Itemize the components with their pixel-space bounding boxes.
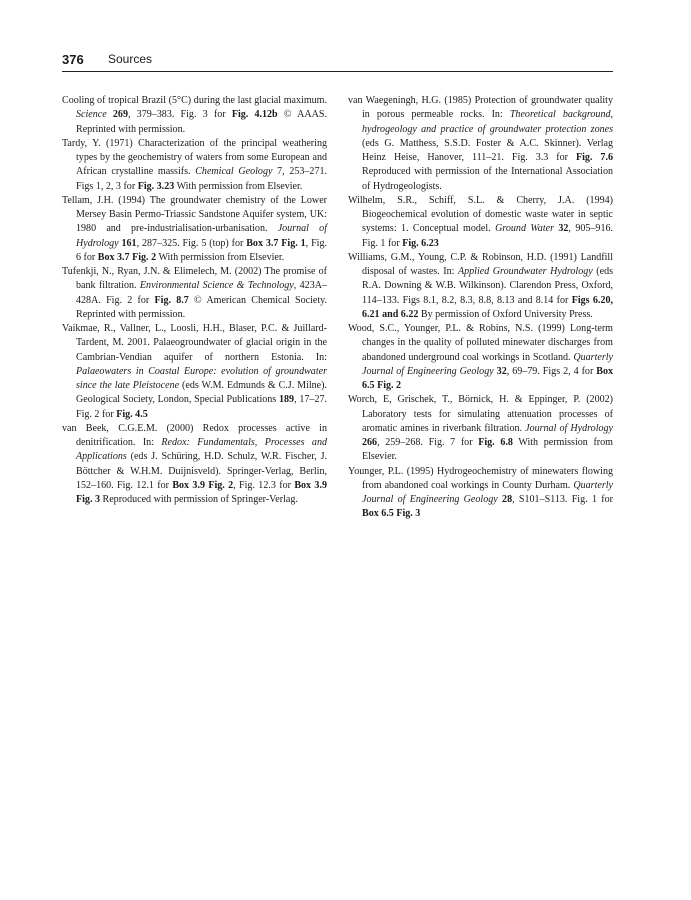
- reference-bold: Fig. 6.8: [478, 437, 513, 448]
- reference-entry: [348, 194, 613, 251]
- reference-entry: [62, 137, 327, 194]
- reference-text: (eds W.M. Edmunds & C.J. Milne). Geological Society, London, Special Publications: [76, 380, 327, 406]
- reference-entry: [62, 194, 327, 265]
- reference-text: Younger, P.L. (1995) Hydrogeochemistry of minewaters flowing from abandoned coal workings in County Durham.: [348, 465, 613, 491]
- reference-text: , 17–27. Fig. 2 for: [76, 394, 327, 420]
- reference-bold: 161: [121, 237, 137, 249]
- section-title: Sources: [108, 52, 153, 66]
- reference-text: With permission from Elsevier.: [174, 180, 303, 192]
- reference-title: Journal of Hydrology: [525, 422, 613, 434]
- reference-text: Reproduced with permission of the International Association of Hydrogeologists.: [362, 166, 613, 192]
- reference-entry: [62, 322, 327, 422]
- reference-bold: Box 6.5 Fig. 3: [362, 508, 421, 520]
- reference-text: Vaikmae, R., Vallner, L., Loosli, H.H., Blaser, P.C. & Juillard-Tardent, M. 2001. Palaeogroundwater of glacial origin in the Cambrian-Vendian aquifer of northern Estonia. In:: [62, 323, 327, 363]
- reference-bold: Figs 6.20, 6.21 and 6.22: [362, 294, 613, 320]
- reference-bold: Fig. 4.12b: [231, 109, 278, 121]
- reference-bold: Box 3.9 Fig. 3: [76, 479, 327, 505]
- reference-text: Cooling of tropical Brazil (5°C) during the last glacial maximum.: [62, 95, 327, 106]
- reference-text: Reproduced with permission of Springer-Verlag.: [100, 494, 298, 505]
- reference-text: van Waegeningh, H.G. (1985) Protection of groundwater quality in porous permeable rocks. In:: [348, 95, 613, 121]
- reference-text: , S101–S113. Fig. 1 for: [512, 494, 613, 505]
- reference-title: Ground Water: [495, 223, 554, 235]
- reference-text: 7, 253–271. Figs 1, 2, 3 for: [76, 166, 327, 192]
- reference-text: Worch, E, Grischek, T., Börnick, H. & Eppinger, P. (2002) Laboratory tests for simulating attenuation processes of aromatic amines in riverbank filtration.: [348, 394, 613, 434]
- reference-entry: [62, 422, 327, 508]
- reference-text: Wilhelm, S.R., Schiff, S.L. & Cherry, J.A. (1994) Biogeochemical evolution of domestic waste water in septic systems: 1. Conceptual model.: [348, 194, 613, 235]
- reference-text: Williams, G.M., Young, C.P. & Robinson, H.D. (1991) Landfill disposal of wastes. In:: [348, 251, 613, 277]
- reference-text: , 69–79. Figs 2, 4 for: [506, 365, 597, 377]
- reference-text: , Fig. 6 for: [76, 237, 327, 263]
- reference-title: Redox: Fundamentals, Processes and Applications: [76, 437, 327, 463]
- reference-text: , 423A–428A. Fig. 2 for: [76, 280, 327, 306]
- header-rule: [62, 71, 613, 72]
- reference-entry: [348, 465, 613, 522]
- reference-bold: Fig. 4.5: [116, 408, 148, 420]
- reference-bold: Fig. 8.7: [154, 294, 189, 306]
- reference-entry: [348, 322, 613, 393]
- reference-entry: [348, 393, 613, 464]
- reference-bold: Box 6.5 Fig. 2: [362, 365, 614, 391]
- reference-text: , Fig. 12.3 for: [233, 479, 295, 491]
- reference-title: Quarterly Journal of Engineering Geology: [362, 351, 613, 377]
- reference-bold: Box 3.9 Fig. 2: [172, 479, 234, 491]
- reference-text: van Beek, C.G.E.M. (2000) Redox processes active in denitrification. In:: [62, 422, 327, 448]
- reference-text: With permission from Elsevier.: [362, 437, 613, 463]
- reference-bold: Fig. 7.6: [575, 152, 613, 163]
- reference-text: , 379–383. Fig. 3 for: [127, 109, 232, 121]
- reference-title: Quarterly Journal of Engineering Geology: [362, 479, 613, 505]
- reference-entry: [62, 265, 327, 322]
- reference-title: Science: [76, 109, 107, 121]
- reference-text: , 287–325. Fig. 5 (top) for: [136, 237, 247, 249]
- reference-text: Tufenkji, N., Ryan, J.N. & Elimelech, M. (2002) The promise of bank filtration.: [62, 266, 327, 292]
- reference-title: Chemical Geology: [195, 166, 273, 178]
- running-head: [62, 52, 613, 72]
- reference-bold: 266: [362, 437, 378, 448]
- reference-text: (eds G. Matthess, S.S.D. Foster & A.C. Skinner). Verlag Heinz Heise, Hanover, 111–21. Fig. 3.3 for: [362, 137, 613, 163]
- reference-bold: 28: [502, 494, 513, 505]
- reference-title: Applied Groundwater Hydrology: [457, 266, 593, 277]
- reference-text: By permission of Oxford University Press.: [418, 308, 593, 320]
- reference-text: , 259–268. Fig. 7 for: [377, 437, 479, 448]
- left-column: [62, 94, 327, 507]
- reference-entry: [348, 94, 613, 194]
- reference-bold: 189: [279, 394, 295, 406]
- reference-text: With permission from Elsevier.: [156, 251, 285, 263]
- reference-text: © American Chemical Society. Reprinted with permission.: [76, 294, 327, 320]
- reference-title: Theoretical background, hydrogeology and practice of groundwater protection zones: [362, 109, 614, 135]
- reference-entry: [348, 251, 613, 322]
- page-number: 376: [62, 52, 84, 67]
- reference-bold: Fig. 3.23: [137, 180, 175, 192]
- reference-text: Tellam, J.H. (1994) The groundwater chemistry of the Lower Mersey Basin Permo-Triassic Sandstone Aquifer system, UK: 1980 and pre-industrialisation-urbanisation.: [62, 194, 327, 235]
- reference-text: (eds R.A. Downing & W.B. Wilkinson). Clarendon Press, Oxford, 114–133. Figs 8.1, 8.2, 8.3, 8.8, 8.13 and 8.14 for: [362, 266, 614, 306]
- reference-bold: Box 3.7 Fig. 1: [246, 237, 306, 249]
- reference-text: , 905–916. Fig. 1 for: [362, 223, 613, 249]
- reference-title: Journal of Hydrology: [76, 223, 327, 249]
- right-column: [348, 94, 613, 522]
- reference-bold: Fig. 6.23: [402, 237, 439, 249]
- reference-text: © AAAS. Reprinted with permission.: [76, 109, 327, 135]
- reference-bold: 269: [112, 109, 128, 121]
- reference-text: Tardy, Y. (1971) Characterization of the principal weathering types by the geochemistry of waters from some European and African crystalline massifs.: [62, 137, 327, 178]
- reference-title: Environmental Science & Technology: [139, 280, 294, 292]
- reference-bold: Box 3.7 Fig. 2: [97, 251, 157, 263]
- reference-text: (eds J. Schüring, H.D. Schulz, W.R. Fischer, J. Böttcher & W.H.M. Duijnisveld). Springer-Verlag, Berlin, 152–160. Fig. 12.1 for: [76, 451, 327, 491]
- reference-bold: 32: [496, 365, 507, 377]
- reference-title: Palaeowaters in Coastal Europe: evolution of groundwater since the late Pleistocene: [76, 365, 327, 391]
- reference-entry: [62, 94, 327, 137]
- reference-bold: 32: [558, 223, 569, 235]
- reference-text: Wood, S.C., Younger, P.L. & Robins, N.S. (1999) Long-term changes in the quality of polluted minewater discharges from abandoned underground coal workings in Scotland.: [348, 323, 613, 363]
